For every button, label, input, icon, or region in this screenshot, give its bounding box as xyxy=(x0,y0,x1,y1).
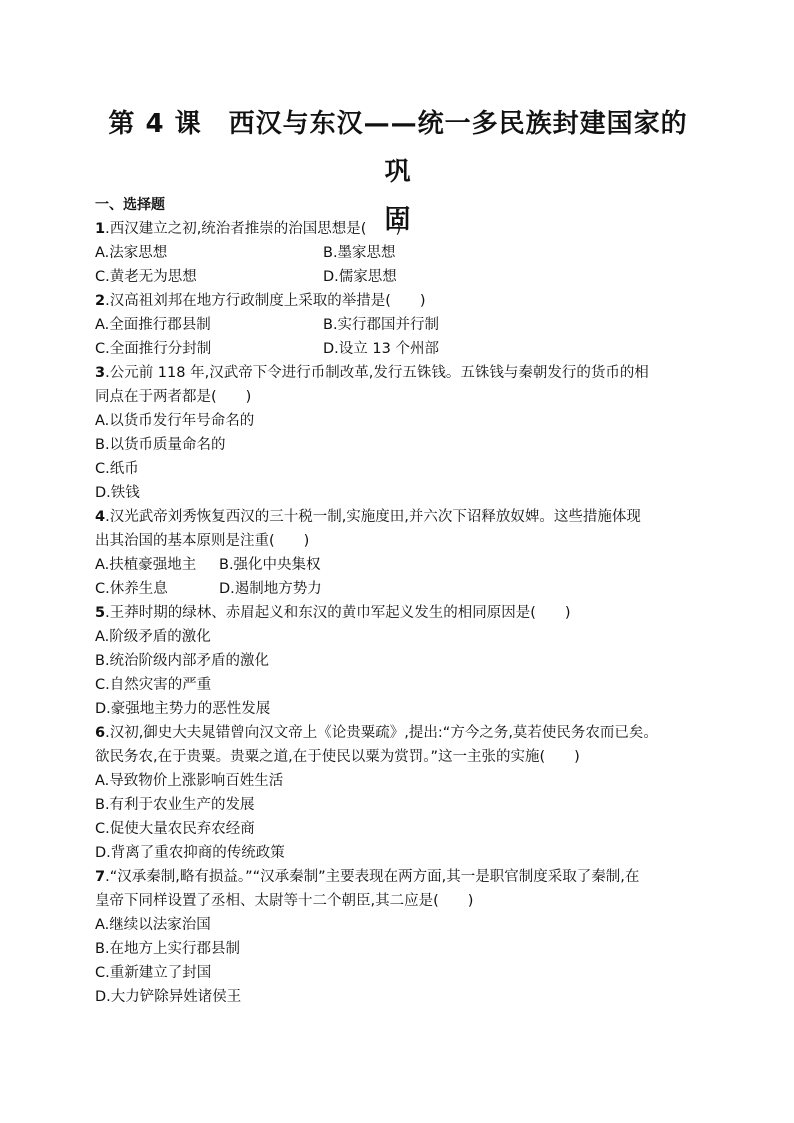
option-d[interactable]: D.遏制地方势力 xyxy=(219,581,322,597)
question-text-continued: 出其治国的基本原则是注重( ) xyxy=(95,533,310,549)
question-text-continued: 同点在于两者都是( ) xyxy=(95,389,252,405)
question-number: 5 xyxy=(95,605,106,621)
options-row xyxy=(95,337,725,361)
option-a[interactable]: A.全面推行郡县制 xyxy=(95,317,211,333)
option-a[interactable]: A.扶植豪强地主 xyxy=(95,557,197,573)
title-line-1: 第 4 课 西汉与东汉——统一多民族封建国家的巩 xyxy=(108,109,688,187)
question-4-stem xyxy=(95,505,725,529)
question-text: .西汉建立之初,统治者推崇的治国思想是( ) xyxy=(105,221,402,237)
options-row xyxy=(95,313,725,337)
option-d[interactable]: D.背离了重农抑商的传统政策 xyxy=(95,845,285,861)
option-b[interactable]: B.在地方上实行郡县制 xyxy=(95,941,241,957)
title-line-2: 固 xyxy=(384,205,412,235)
option-c[interactable]: C.全面推行分封制 xyxy=(95,341,212,357)
options-row xyxy=(95,577,725,601)
question-5-stem xyxy=(95,601,725,625)
question-text: .汉高祖刘邦在地方行政制度上采取的举措是( ) xyxy=(105,293,426,309)
question-list xyxy=(95,217,725,1009)
question-number: 1 xyxy=(95,221,106,237)
question-text: .王莽时期的绿林、赤眉起义和东汉的黄巾军起义发生的相同原因是( ) xyxy=(105,605,571,621)
options-row xyxy=(95,265,725,289)
option-a[interactable]: A.继续以法家治国 xyxy=(95,917,211,933)
question-text: .汉初,御史大夫晁错曾向汉文帝上《论贵粟疏》,提出:“方今之务,莫若使民务农而已矣。 xyxy=(105,725,658,741)
option-d[interactable]: D.豪强地主势力的恶性发展 xyxy=(95,701,271,717)
question-text-continued: 欲民务农,在于贵粟。贵粟之道,在于使民以粟为赏罚。”这一主张的实施( ) xyxy=(95,749,580,765)
options-row xyxy=(95,241,725,265)
option-d[interactable]: D.大力铲除异姓诸侯王 xyxy=(95,989,242,1005)
option-b[interactable]: B.墨家思想 xyxy=(323,245,396,261)
option-c[interactable]: C.促使大量农民弃农经商 xyxy=(95,821,255,837)
option-c[interactable]: C.黄老无为思想 xyxy=(95,269,197,285)
question-number: 4 xyxy=(95,509,106,525)
question-3-stem xyxy=(95,361,725,385)
question-7-stem xyxy=(95,865,725,889)
option-b[interactable]: B.有利于农业生产的发展 xyxy=(95,797,255,813)
question-number: 2 xyxy=(95,293,106,309)
option-a[interactable]: A.阶级矛盾的激化 xyxy=(95,629,211,645)
option-a[interactable]: A.导致物价上涨影响百姓生活 xyxy=(95,773,284,789)
option-c[interactable]: C.自然灾害的严重 xyxy=(95,677,212,693)
question-text-continued: 皇帝下同样设置了丞相、太尉等十二个朝臣,其二应是( ) xyxy=(95,893,474,909)
section-heading: 一、选择题 xyxy=(95,197,165,213)
option-a[interactable]: A.以货币发行年号命名的 xyxy=(95,413,255,429)
option-b[interactable]: B.实行郡国并行制 xyxy=(323,317,440,333)
option-c[interactable]: C.休养生息 xyxy=(95,581,168,597)
question-2-stem xyxy=(95,289,725,313)
option-c[interactable]: C.纸币 xyxy=(95,461,139,477)
option-b[interactable]: B.以货币质量命名的 xyxy=(95,437,226,453)
question-text: .汉光武帝刘秀恢复西汉的三十税一制,实施度田,并六次下诏释放奴婢。这些措施体现 xyxy=(105,509,641,525)
option-a[interactable]: A.法家思想 xyxy=(95,245,168,261)
question-number: 6 xyxy=(95,725,106,741)
option-d[interactable]: D.儒家思想 xyxy=(323,269,397,285)
question-number: 7 xyxy=(95,869,106,885)
option-c[interactable]: C.重新建立了封国 xyxy=(95,965,212,981)
question-text: .“汉承秦制,略有损益。”“汉承秦制”主要表现在两方面,其一是职官制度采取了秦制,在 xyxy=(105,869,640,885)
question-text: .公元前 118 年,汉武帝下令进行币制改革,发行五铢钱。五铢钱与秦朝发行的货币的相 xyxy=(105,365,649,381)
option-d[interactable]: D.设立 13 个州部 xyxy=(323,341,439,357)
option-d[interactable]: D.铁钱 xyxy=(95,485,140,501)
question-6-stem xyxy=(95,721,725,745)
option-b[interactable]: B.强化中央集权 xyxy=(219,557,321,573)
question-1-stem xyxy=(95,217,725,241)
question-number: 3 xyxy=(95,365,106,381)
options-row xyxy=(95,553,725,577)
option-b[interactable]: B.统治阶级内部矛盾的激化 xyxy=(95,653,270,669)
